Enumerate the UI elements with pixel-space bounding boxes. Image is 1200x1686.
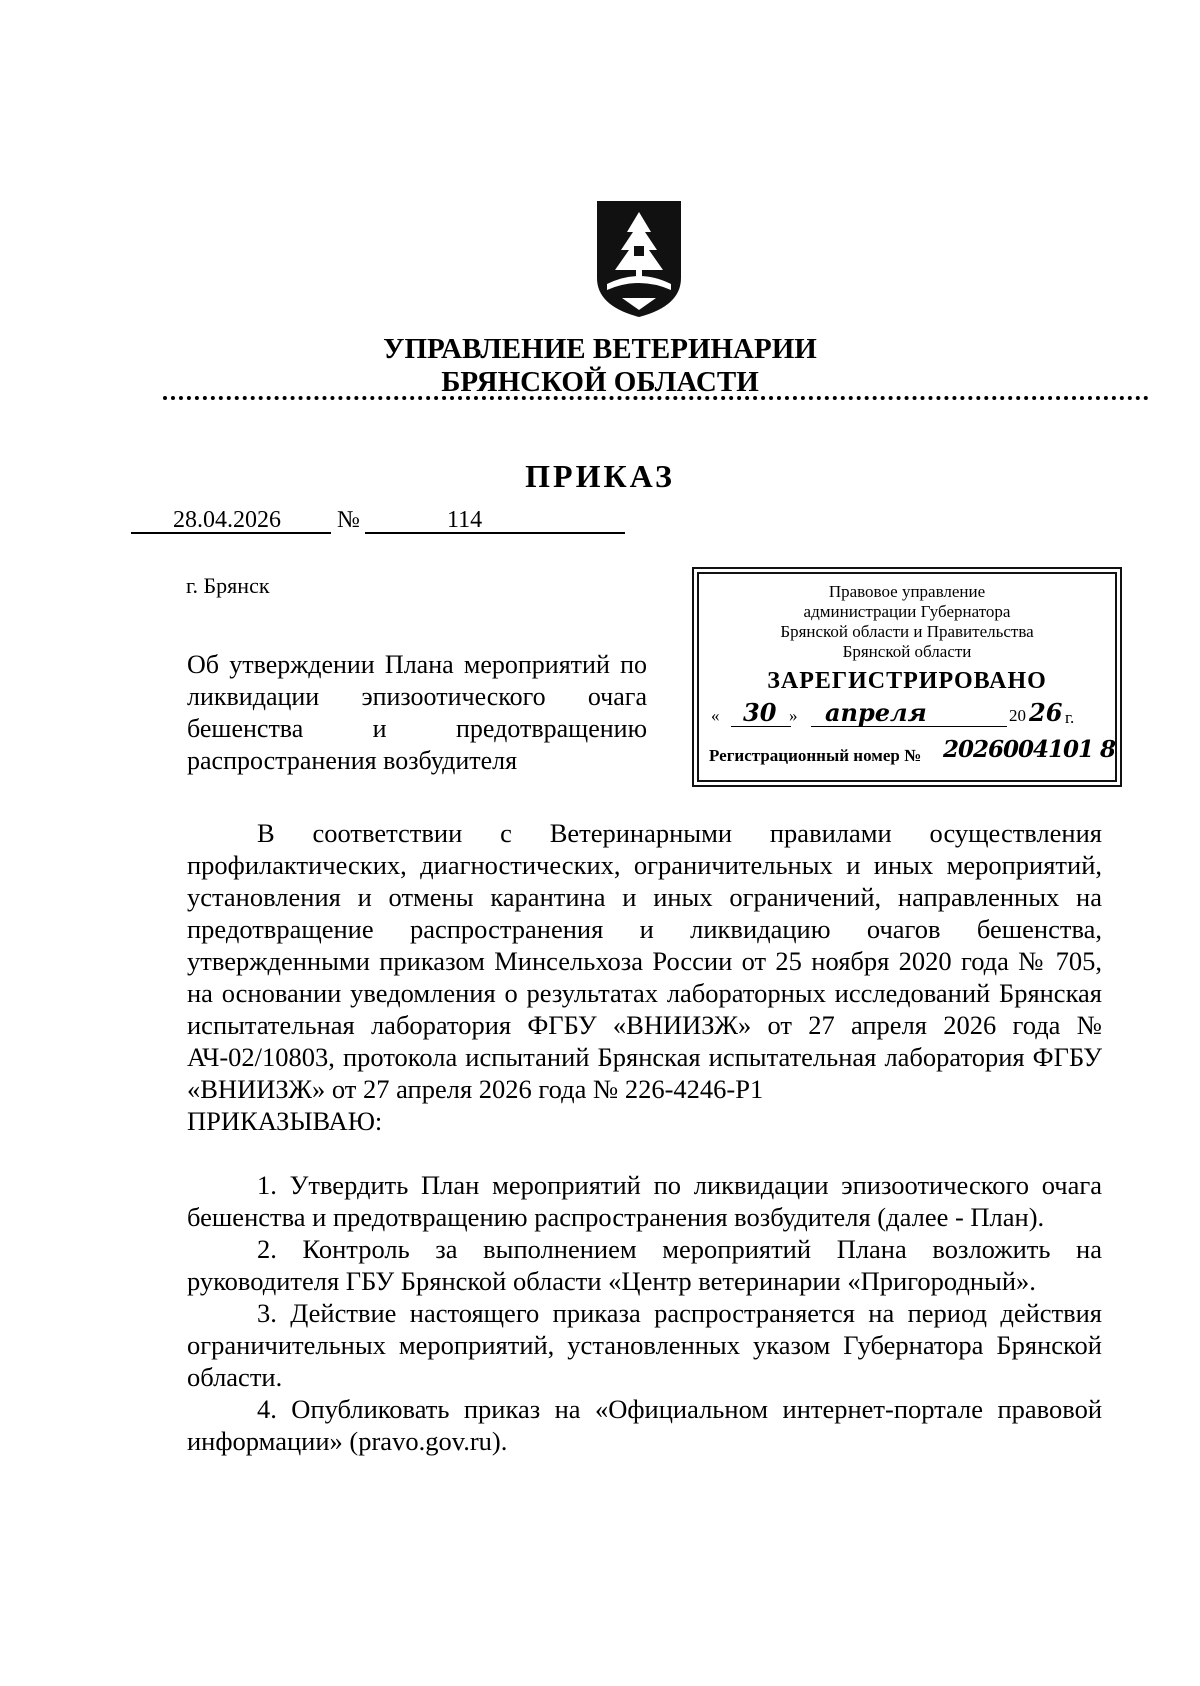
order-item-1: 1. Утвердить План мероприятий по ликвидации эпизоотического очага бешенства и предотвращению распространения возбудителя (далее - План). bbox=[187, 1170, 1102, 1232]
stamp-year-suffix: 26 bbox=[1029, 698, 1063, 727]
stamp-month: апреля bbox=[825, 698, 927, 727]
document-title: ПРИКАЗ bbox=[525, 458, 675, 494]
organization-name-line1: УПРАВЛЕНИЕ ВЕТЕРИНАРИИ bbox=[383, 333, 817, 365]
organization-name-line2: БРЯНСКОЙ ОБЛАСТИ bbox=[441, 366, 759, 398]
order-item-3: 3. Действие настоящего приказа распространяется на период действия ограничительных мероприятий, установленных указом Губернатора Брянской области. bbox=[187, 1298, 1102, 1392]
registration-stamp: Правовое управление администрации Губернатора Брянской области и Правительства Брянской области ЗАРЕГИСТРИРОВАНО « 30 » апреля 20 26 г. Регистрационный номер № 2026004101 8 bbox=[697, 572, 1117, 782]
order-subject bbox=[187, 649, 647, 777]
stamp-reg-number: 2026004101 8 bbox=[943, 736, 1116, 763]
order-item-4: 4. Опубликовать приказ на «Официальном интернет-портале правовой информации» (pravo.gov.ru). bbox=[187, 1394, 1102, 1456]
date-underline bbox=[131, 532, 331, 534]
preamble-paragraph: В соответствии с Ветеринарными правилами осуществления профилактических, диагностических, ограничительных и иных мероприятий, установления и отмены карантина и иных ограничений, направленных на предотвращение распространения и ликвидацию очагов бешенства, утвержденными приказом Минсельхоза России от 25 ноября 2020 года № 705, на основании уведомления о результатах лабораторных исследований Брянская испытательная лаборатория ФГБУ «ВНИИЗЖ» от 27 апреля 2026 года № АЧ-02/10803, протокола испытаний Брянская испытательная лаборатория ФГБУ «ВНИИЗЖ» от 27 апреля 2026 года № 226-4246-Р1 bbox=[187, 818, 1102, 1104]
coat-of-arms-emblem bbox=[594, 198, 684, 320]
order-number: 114 bbox=[447, 507, 483, 533]
stamp-line2: администрации Губернатора bbox=[803, 602, 1011, 621]
city-label: г. Брянск bbox=[186, 573, 270, 598]
order-item-2: 2. Контроль за выполнением мероприятий Плана возложить на руководителя ГБУ Брянской области «Центр ветеринарии «Пригородный». bbox=[187, 1234, 1102, 1296]
order-word: ПРИКАЗЫВАЮ: bbox=[187, 1106, 383, 1136]
stamp-reg-label: Регистрационный номер № bbox=[709, 746, 922, 765]
stamp-year-unit: г. bbox=[1065, 708, 1075, 727]
stamp-day: 30 bbox=[743, 698, 777, 727]
document-body bbox=[187, 817, 1102, 1457]
order-date: 28.04.2026 bbox=[173, 507, 281, 533]
stamp-registered-label: ЗАРЕГИСТРИРОВАНО bbox=[767, 668, 1047, 694]
stamp-line3: Брянской области и Правительства bbox=[780, 622, 1034, 641]
order-subject-text: Об утверждении Плана мероприятий по ликвидации эпизоотического очага бешенства и предотвращению распространения возбудителя bbox=[187, 650, 647, 775]
stamp-line4: Брянской области bbox=[842, 642, 972, 661]
stamp-year-prefix: 20 bbox=[1009, 706, 1026, 725]
number-underline bbox=[365, 532, 625, 534]
order-number-label: № bbox=[337, 507, 360, 533]
stamp-line1: Правовое управление bbox=[828, 582, 986, 601]
header-dotted-divider bbox=[163, 396, 1149, 400]
